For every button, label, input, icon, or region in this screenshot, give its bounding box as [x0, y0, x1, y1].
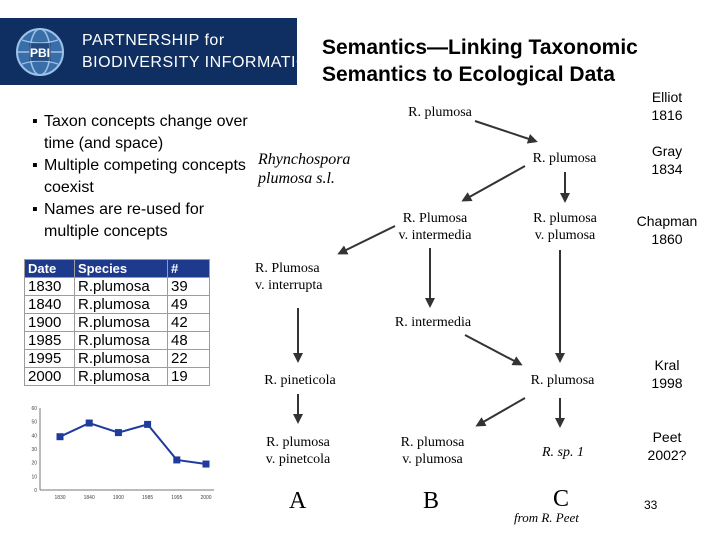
node-label: R. intermedia: [394, 315, 472, 330]
chart-y-tick-label: 0: [34, 488, 37, 494]
node-label: v. plumosa: [402, 452, 463, 467]
table-cell: R.plumosa: [75, 296, 168, 314]
chart-y-tick-label: 40: [31, 433, 37, 440]
node-rhynchospora: [258, 150, 378, 188]
node-label: v. pinetcola: [265, 452, 331, 467]
author-elliot: [627, 88, 707, 124]
table-cell: 48: [168, 332, 210, 350]
table-cell: R.plumosa: [75, 350, 168, 368]
chart-y-tick-label: 50: [31, 419, 37, 426]
table-cell: 22: [168, 350, 210, 368]
column-label-c: C: [553, 486, 570, 512]
table-cell: 1985: [25, 332, 75, 350]
logo-text-line1: PARTNERSHIP for: [82, 32, 225, 49]
table-cell: 42: [168, 314, 210, 332]
table-header-cell: Date: [25, 260, 75, 278]
chart-y-tick-label: 60: [31, 406, 37, 412]
page-number: 33: [644, 498, 658, 512]
table-cell: 49: [168, 296, 210, 314]
author-peet: [627, 428, 707, 464]
node-label: R. Plumosa: [402, 211, 468, 226]
chart-x-tick-label: 1840: [83, 495, 95, 501]
table-cell: 1840: [25, 296, 75, 314]
table-cell: R.plumosa: [75, 314, 168, 332]
table-cell: 2000: [25, 368, 75, 386]
title-line-2: Semantics to Ecological Data: [322, 63, 615, 86]
author-year: 1860: [651, 231, 683, 247]
author-name: Gray: [651, 143, 683, 159]
author-name: Peet: [652, 429, 682, 445]
chart-y-tick-label: 20: [31, 460, 37, 467]
author-name: Elliot: [651, 89, 683, 105]
author-kral: [627, 356, 707, 392]
node-label: R. sp. 1: [542, 445, 584, 460]
author-name: Chapman: [636, 213, 698, 229]
table-cell: R.plumosa: [75, 332, 168, 350]
chart-x-tick-label: 1995: [171, 495, 183, 501]
node-r-plumosa-kral: [510, 372, 615, 389]
node-label: R. Plumosa: [255, 261, 320, 276]
author-chapman: [627, 212, 707, 248]
arrow-10: [478, 398, 525, 425]
author-name: Kral: [654, 357, 680, 373]
node-r-plumosa-elliot: [385, 104, 495, 121]
node-r-plumosa-gray: [512, 150, 617, 167]
table-cell: 39: [168, 278, 210, 296]
arrow-1: [475, 121, 535, 141]
node-label: R. pineticola: [264, 373, 336, 388]
node-label: R. plumosa: [533, 211, 597, 226]
node-label: R. plumosa: [532, 151, 597, 166]
table-cell: 19: [168, 368, 210, 386]
chart-x-tick-label: 1830: [54, 495, 66, 501]
node-label: R. plumosa: [408, 105, 472, 120]
author-year: 1816: [651, 107, 683, 123]
table-cell: 1995: [25, 350, 75, 368]
node-r-plumosa-v-plumosa-chapman: [510, 210, 620, 244]
author-year: 2002?: [647, 447, 687, 463]
title-line-1: Semantics—Linking Taxonomic: [322, 36, 638, 59]
chart-x-tick-label: 2000: [200, 495, 212, 501]
node-r-pineticola: [250, 372, 350, 389]
table-cell: 1900: [25, 314, 75, 332]
chart-y-tick-label: 10: [31, 474, 37, 481]
bullet-item: ▪ Names are re-used for multiple concepts: [32, 199, 257, 243]
node-label: v. interrupta: [255, 278, 323, 293]
node-r-plumosa-v-plumosa-b: [380, 434, 485, 468]
table-header-cell: #: [168, 260, 210, 278]
node-label-species: plumosa s.l.: [258, 170, 335, 187]
author-year: 1834: [651, 161, 683, 177]
arrow-3: [464, 166, 525, 200]
author-year: 1998: [651, 375, 683, 391]
table-cell: R.plumosa: [75, 278, 168, 296]
node-label-genus: Rhynchospora: [258, 151, 351, 168]
node-r-plumosa-v-pinetcola: [248, 434, 348, 468]
chart-x-tick-label: 1985: [142, 495, 154, 501]
column-label-b: B: [423, 488, 440, 514]
credit-text: from R. Peet: [514, 510, 579, 525]
chart-y-tick-label: 30: [31, 447, 37, 453]
svg-text:PBI: PBI: [29, 46, 51, 60]
node-r-plumosa-v-intermedia: [380, 210, 490, 244]
chart-x-tick-label: 1900: [112, 495, 124, 501]
node-r-plumosa-v-interrupta: [255, 260, 355, 294]
bullet-item: ▪ Taxon concepts change over time (and space): [32, 111, 257, 155]
node-r-sp-1: [518, 444, 608, 461]
node-label: v. plumosa: [534, 228, 596, 243]
bullet-item: ▪ Multiple competing concepts coexist: [32, 155, 257, 199]
table-cell: R.plumosa: [75, 368, 168, 386]
node-label: R. plumosa: [266, 435, 330, 450]
table-header-cell: Species: [75, 260, 168, 278]
logo-text-line2: BIODIVERSITY INFORMATICS: [82, 54, 320, 71]
node-label: R. plumosa: [400, 435, 465, 450]
author-gray: [627, 142, 707, 178]
column-label-a: A: [289, 488, 307, 514]
table-cell: 1830: [25, 278, 75, 296]
node-label: v. intermedia: [398, 228, 472, 243]
arrow-8: [465, 335, 520, 364]
node-r-intermedia: [378, 314, 488, 331]
node-label: R. plumosa: [530, 373, 595, 388]
